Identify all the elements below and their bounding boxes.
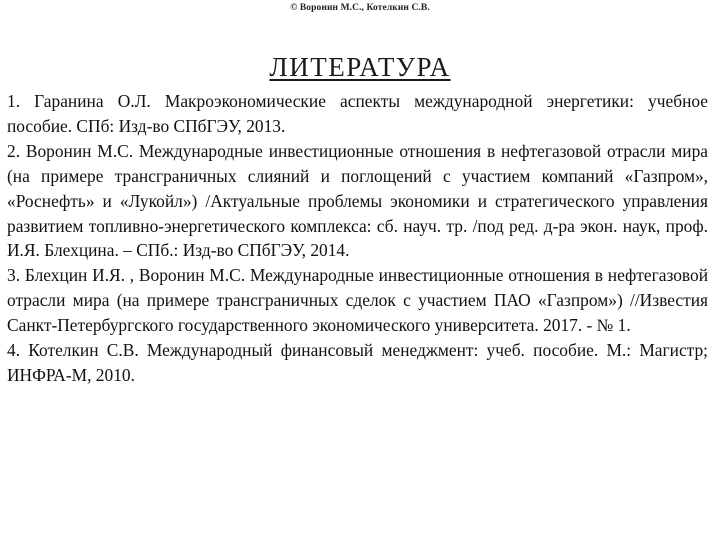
reference-item-1: 1. Гаранина О.Л. Макроэкономические аспекты международной энергетики: учебное пособие. СПб: Изд-во СПбГЭУ, 2013. xyxy=(7,91,708,136)
reference-item-2: 2. Воронин М.С. Международные инвестиционные отношения в нефтегазовой отрасли мира (на примере трансграничных слияний и поглощений с участием компаний «Газпром», «Роснефть» и «Лукойл») /Актуальные проблемы экономики и стратегического управления развитием топливно-энергетического комплекса: сб. науч. тр. /под ред. д-ра экон. наук, проф. И.Я. Блехцина. – СПб.: Изд-во СПбГЭУ, 2014. xyxy=(7,140,708,261)
reference-list xyxy=(7,89,708,388)
page-title: ЛИТЕРАТУРА xyxy=(269,52,451,82)
copyright-line: © Воронин М.С., Котелкин С.В. xyxy=(290,3,430,13)
reference-item-4: 4. Котелкин С.В. Международный финансовый менеджмент: учеб. пособие. М.: Магистр; ИНФРА-М, 2010. xyxy=(7,340,708,385)
reference-item-3: 3. Блехцин И.Я. , Воронин М.С. Международные инвестиционные отношения в нефтегазовой отрасли мира (на примере трансграничных сделок с участием ПАО «Газпром») //Известия Санкт-Петербургского государственного экономического университета. 2017. - № 1. xyxy=(7,265,708,336)
